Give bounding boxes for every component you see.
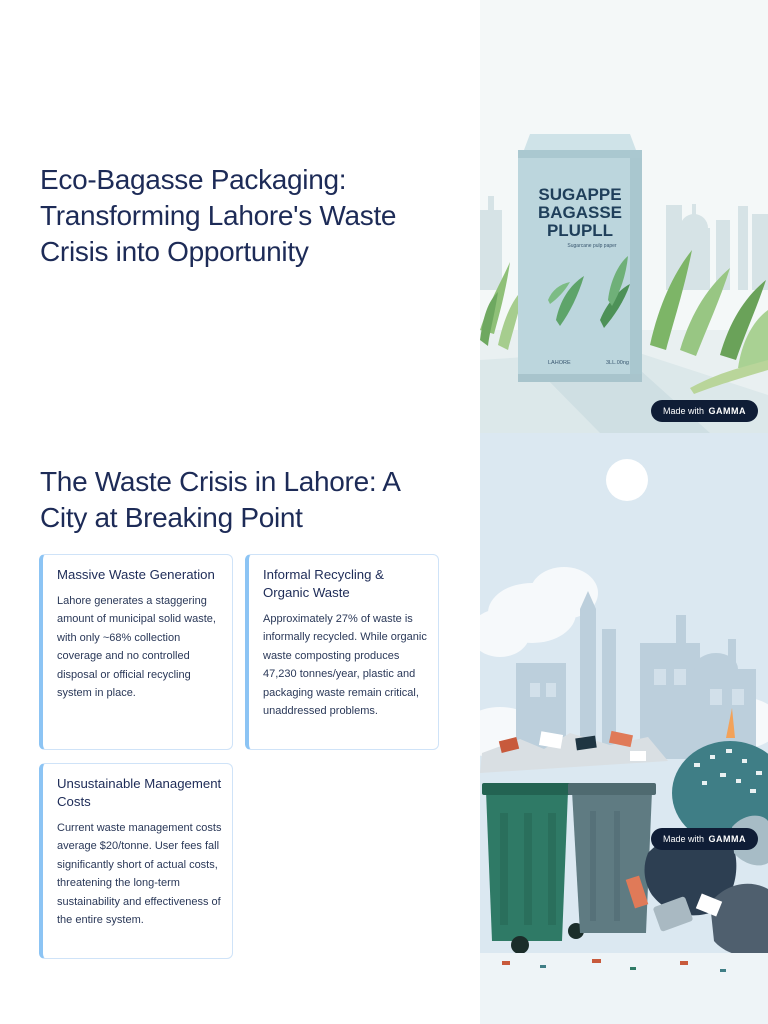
badge-prefix: Made with: [662, 406, 704, 416]
card-title: Massive Waste Generation: [57, 567, 215, 582]
gamma-logo: GAMMA: [708, 834, 746, 844]
bagasse-package-illustration: [480, 0, 768, 433]
card-body: Approximately 27% of waste is informally recycled. While organic waste composting produces 47,230 tonnes/year, plastic and packaging waste remain critical, unaddressed problems.: [263, 613, 427, 718]
slide-title: [0, 0, 768, 433]
gamma-logo: GAMMA: [708, 406, 746, 416]
section-title: The Waste Crisis in Lahore: A City at Breaking Point: [40, 466, 400, 533]
card-management-costs: [39, 763, 233, 959]
sun-icon: [606, 459, 648, 501]
package-subtitle: Sugarcane pulp paper: [567, 243, 617, 249]
made-with-gamma-badge[interactable]: [651, 828, 758, 850]
made-with-gamma-badge[interactable]: [651, 400, 758, 422]
card-body: Lahore generates a staggering amount of municipal solid waste, with only ~68% collection coverage and no controlled disposal or official recycling system in place.: [57, 595, 216, 700]
badge-prefix: Made with: [662, 834, 704, 844]
package-brand-line-3: PLUPLL: [546, 221, 614, 240]
page-title: Eco-Bagasse Packaging: Transforming Lahore's Waste Crisis into Opportunity: [40, 164, 397, 267]
card-massive-waste: [39, 554, 233, 750]
card-body: Current waste management costs average $20/tonne. User fees fall significantly short of actual costs, threatening the long-term sustainability and effectiveness of the entire system.: [57, 822, 222, 927]
card-title: Unsustainable Management Costs: [57, 776, 222, 809]
card-informal-recycling: [245, 554, 439, 750]
card-title: Informal Recycling & Organic Waste: [263, 567, 384, 600]
package-brand-line-2: BAGASSE: [537, 203, 623, 222]
slide-waste-crisis: [0, 433, 768, 1024]
package-weight: 3LL.00ng: [606, 360, 629, 366]
waste-bins-illustration: [480, 433, 768, 1024]
package-city: LAHORE: [548, 360, 571, 366]
package-brand-line-1: SUGAPPE: [538, 185, 622, 204]
